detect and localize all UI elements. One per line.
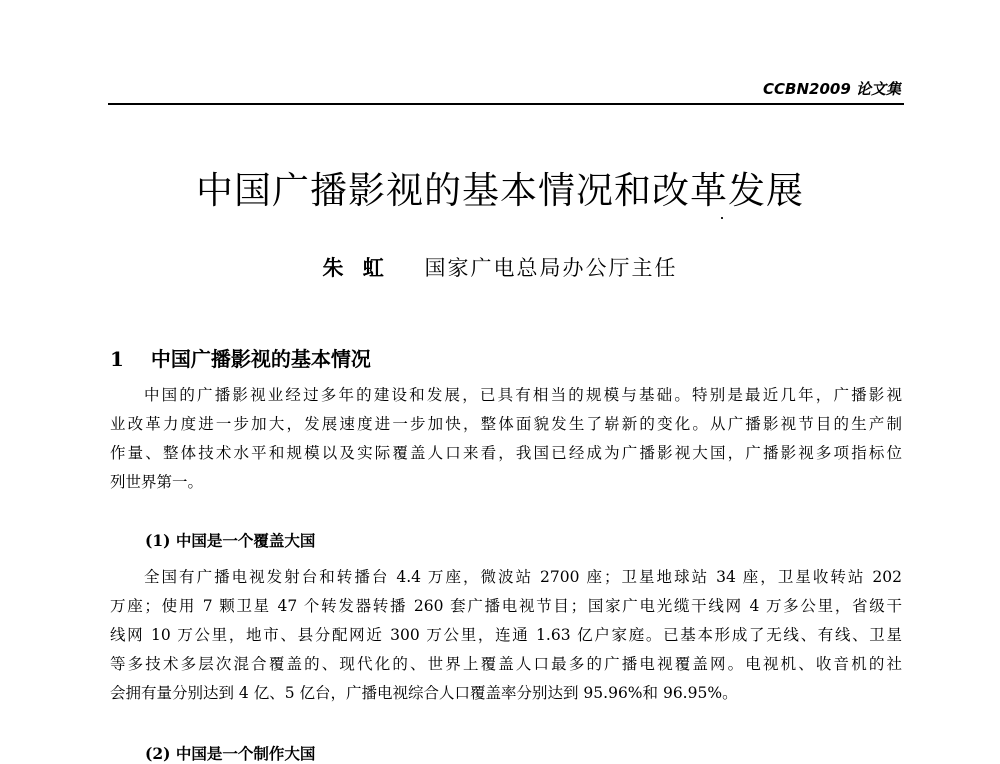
- paragraph-line: 业改革力度进一步加大，发展速度进一步加快，整体面貌发生了崭新的变化。从广播影视节目的生产制: [110, 415, 902, 433]
- header-label: CCBN2009 论文集: [763, 80, 901, 98]
- paragraph-line: 全国有广播电视发射台和转播台 4.4 万座，微波站 2700 座；卫星地球站 34 座，卫星收转站 202: [144, 568, 902, 586]
- print-speck: [721, 217, 723, 219]
- header-rule: [108, 103, 904, 105]
- intro-paragraph: [110, 381, 902, 497]
- coverage-paragraph: [110, 563, 902, 708]
- section-title: 中国广播影视的基本情况: [150, 347, 371, 371]
- paragraph-line: 万座；使用 7 颗卫星 47 个转发器转播 260 套广播电视节目；国家广电光缆干线网 4 万多公里，省级干: [110, 597, 902, 615]
- paragraph-line: 线网 10 万公里，地市、县分配网近 300 万公里，连通 1.63 亿户家庭。已基本形成了无线、有线、卫星: [110, 626, 902, 644]
- paragraph-line: 会拥有量分别达到 4 亿、5 亿台，广播电视综合人口覆盖率分别达到 95.96%和 96.95%。: [110, 684, 738, 702]
- article-title: 中国广播影视的基本情况和改革发展: [196, 169, 804, 212]
- author-affiliation: 国家广电总局办公厅主任: [424, 256, 678, 280]
- paragraph-line: 等多技术多层次混合覆盖的、现代化的、世界上覆盖人口最多的广播电视覆盖网。电视机、收音机的社: [110, 655, 902, 673]
- section-number: 1: [110, 347, 124, 371]
- section-heading: [110, 343, 371, 372]
- paragraph-line: 列世界第一。: [110, 473, 204, 491]
- paragraph-line: 作量、整体技术水平和规模以及实际覆盖人口来看，我国已经成为广播影视大国，广播影视多项指标位: [110, 444, 902, 462]
- paragraph-line: 中国的广播影视业经过多年的建设和发展，已具有相当的规模与基础。特别是最近几年，广播影视: [144, 386, 902, 404]
- author-line: [0, 252, 1000, 282]
- subsection-heading-coverage: (1) 中国是一个覆盖大国: [145, 531, 316, 550]
- subsection-heading-production: (2) 中国是一个制作大国: [145, 744, 316, 763]
- author-name: 朱 虹: [322, 255, 390, 280]
